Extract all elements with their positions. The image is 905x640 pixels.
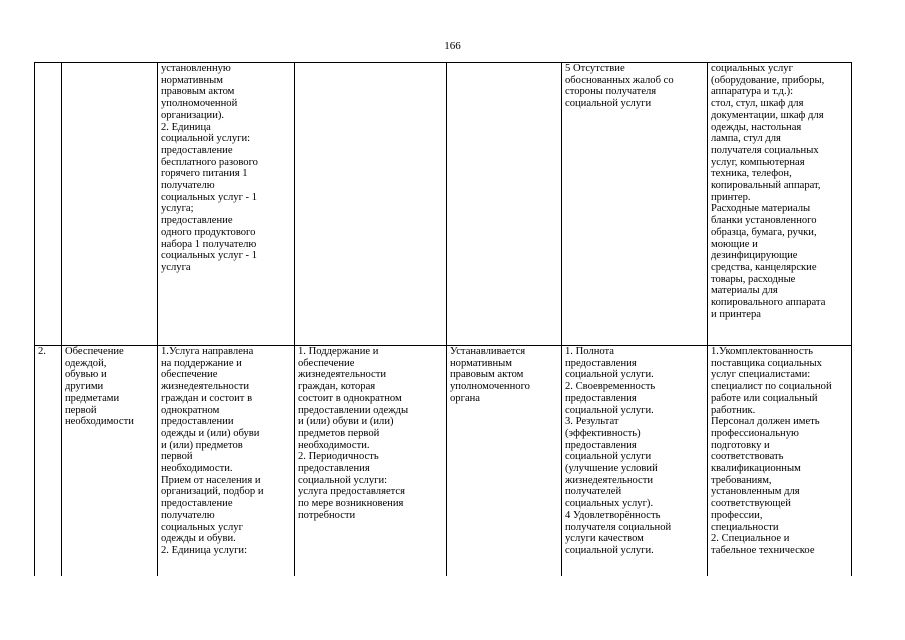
services-table	[34, 62, 852, 576]
service-content-cell: установленную нормативным правовым актом уполномоченной организации). 2. Единица социальной услуги: предоставление бесплатного разового горячего питания 1 получателю социальных услуг - 1 услуга; предоставление одного продуктового набора 1 получателю социальных услуг - 1 услуга	[158, 63, 295, 346]
service-name-cell	[62, 63, 158, 346]
table-row	[35, 63, 852, 346]
service-volume-cell: 1. Поддержание и обеспечение жизнедеятельности граждан, которая состоит в однократном предоставлении одежды и (или) обуви и (или) предметов первой необходимости. 2. Периодичность предоставления социальной услуги: услуга предоставляется по мере возникновения потребности	[295, 346, 447, 577]
quality-indicators-cell: 1. Полнота предоставления социальной услуги. 2. Своевременность предоставления социальной услуги. 3. Результат (эффективность) предоставления социальной услуги (улучшение условий жизнедеятельности получателей социальных услуг). 4 Удовлетворённость получателя социальной услуги качеством социальной услуги.	[562, 346, 708, 577]
quality-indicators-cell: 5 Отсутствие обоснованных жалоб со стороны получателя социальной услуги	[562, 63, 708, 346]
service-conditions-cell: социальных услуг (оборудование, приборы, аппаратура и т.д.): стол, стул, шкаф для документации, шкаф для одежды, настольная лампа, стул для получателя социальных услуг, компьютерная техника, телефон, копировальный аппарат, принтер. Расходные материалы бланки установленного образца, бумага, ручки, моющие и дезинфицирующие средства, канцелярские товары, расходные материалы для копировального аппарата и принтера	[708, 63, 852, 346]
service-timing-cell: Устанавливается нормативным правовым актом уполномоченного органа	[447, 346, 562, 577]
service-name-cell: Обеспечение одеждой, обувью и другими предметами первой необходимости	[62, 346, 158, 577]
service-timing-cell	[447, 63, 562, 346]
row-number-cell: 2.	[35, 346, 62, 577]
service-conditions-cell: 1.Укомплектованность поставщика социальных услуг специалистами: специалист по социальной работе или социальный работник. Персонал должен иметь профессиональную подготовку и соответствовать квалификационным требованиям, установленным для соответствующей профессии, специальности 2. Специальное и табельное техническое	[708, 346, 852, 577]
service-content-cell: 1.Услуга направлена на поддержание и обеспечение жизнедеятельности граждан и состоит в однократном предоставлении одежды и (или) обуви и (или) предметов первой необходимости. Прием от населения и организаций, подбор и предоставление получателю социальных услуг одежды и обуви. 2. Единица услуги:	[158, 346, 295, 577]
page-number: 166	[444, 40, 461, 52]
row-number-cell	[35, 63, 62, 346]
table-row	[35, 346, 852, 577]
service-volume-cell	[295, 63, 447, 346]
